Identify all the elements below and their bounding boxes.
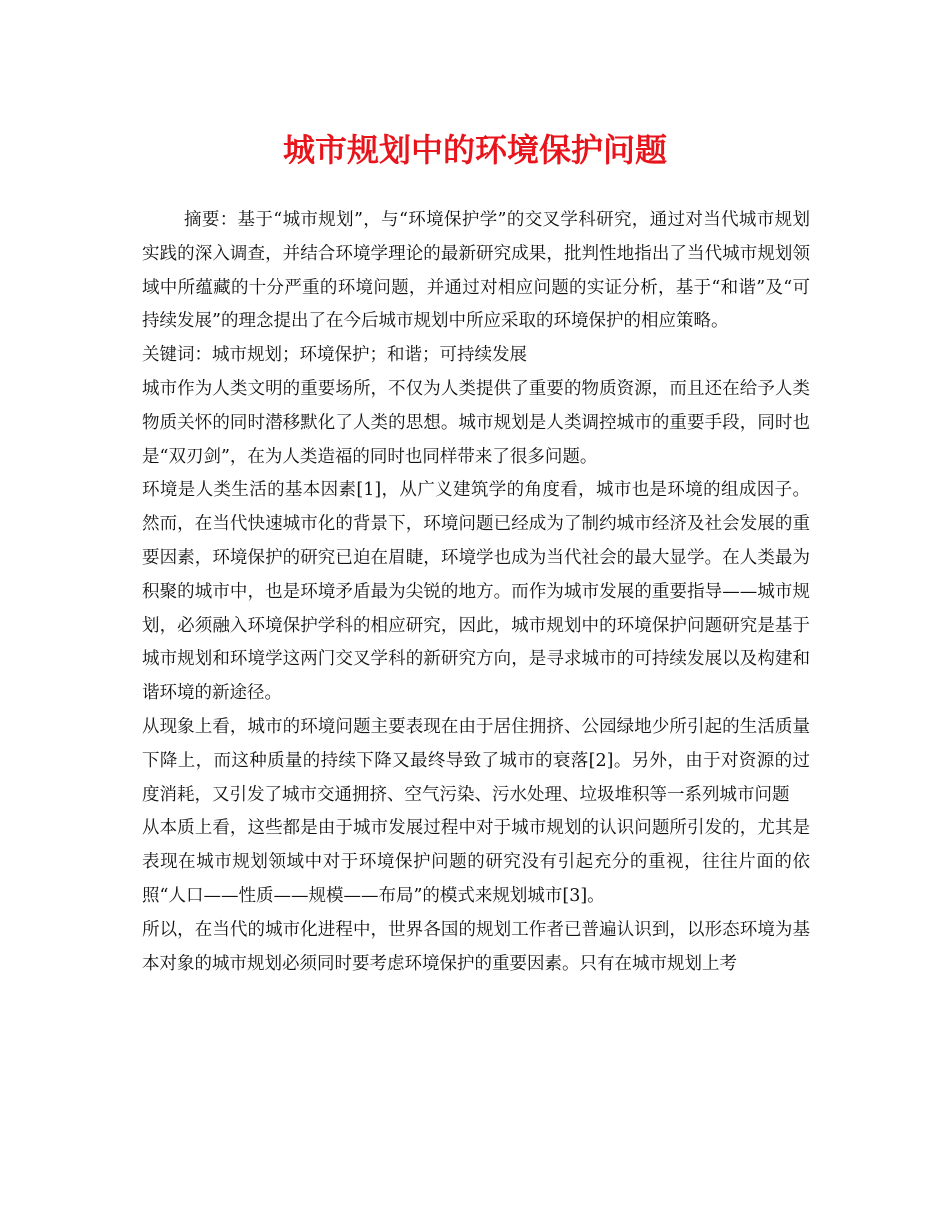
body-paragraph-1: 城市作为人类文明的重要场所，不仅为人类提供了重要的物质资源，而且还在给予人类物质关怀的同时潜移默化了人类的思想。城市规划是人类调控城市的重要手段，同时也是“双刃剑”，在为人类造福的同时也同样带来了很多问题。: [142, 378, 810, 467]
body-paragraph-4: 从本质上看，这些都是由于城市发展过程中对于城市规划的认识问题所引发的，尤其是表现在城市规划领域中对于环境保护问题的研究没有引起充分的重视，往往片面的依照“人口——性质——规模——布局”的模式来规划城市[3]。: [142, 818, 810, 906]
body-paragraph-5: 所以，在当代的城市化进程中，世界各国的规划工作者已普遍认识到，以形态环境为基本对象的城市规划必须同时要考虑环境保护的重要因素。只有在城市规划上考: [142, 919, 810, 974]
document-title: 城市规划中的环境保护问题: [282, 131, 667, 169]
keywords-line: 关键词：城市规划；环境保护；和谐；可持续发展: [142, 345, 527, 366]
body-paragraph-3: 从现象上看，城市的环境问题主要表现在由于居住拥挤、公园绿地少所引起的生活质量下降上，而这种质量的持续下降又最终导致了城市的衰落[2]。另外，由于对资源的过度消耗，又引发了城市交通拥挤、空气污染、污水处理、垃圾堆积等一系列城市问题: [142, 716, 810, 805]
abstract-paragraph: 摘要：基于“城市规划”，与“环境保护学”的交叉学科研究，通过对当代城市规划实践的深入调查，并结合环境学理论的最新研究成果，批判性地指出了当代城市规划领域中所蕴藏的十分严重的环境问题，并通过对相应问题的实证分析，基于“和谐”及“可持续发展”的理念提出了在今后城市规划中所应采取的环境保护的相应策略。: [142, 210, 810, 332]
document-body: [142, 204, 810, 981]
body-paragraph-2: 环境是人类生活的基本因素[1]，从广义建筑学的角度看，城市也是环境的组成因子。然而，在当代快速城市化的背景下，环境问题已经成为了制约城市经济及社会发展的重要因素，环境保护的研究已迫在眉睫，环境学也成为当代社会的最大显学。在人类最为积聚的城市中，也是环境矛盾最为尖锐的地方。而作为城市发展的重要指导——城市规划，必须融入环境保护学科的相应研究，因此，城市规划中的环境保护问题研究是基于城市规划和环境学这两门交叉学科的新研究方向，是寻求城市的可持续发展以及构建和谐环境的新途径。: [142, 480, 810, 704]
